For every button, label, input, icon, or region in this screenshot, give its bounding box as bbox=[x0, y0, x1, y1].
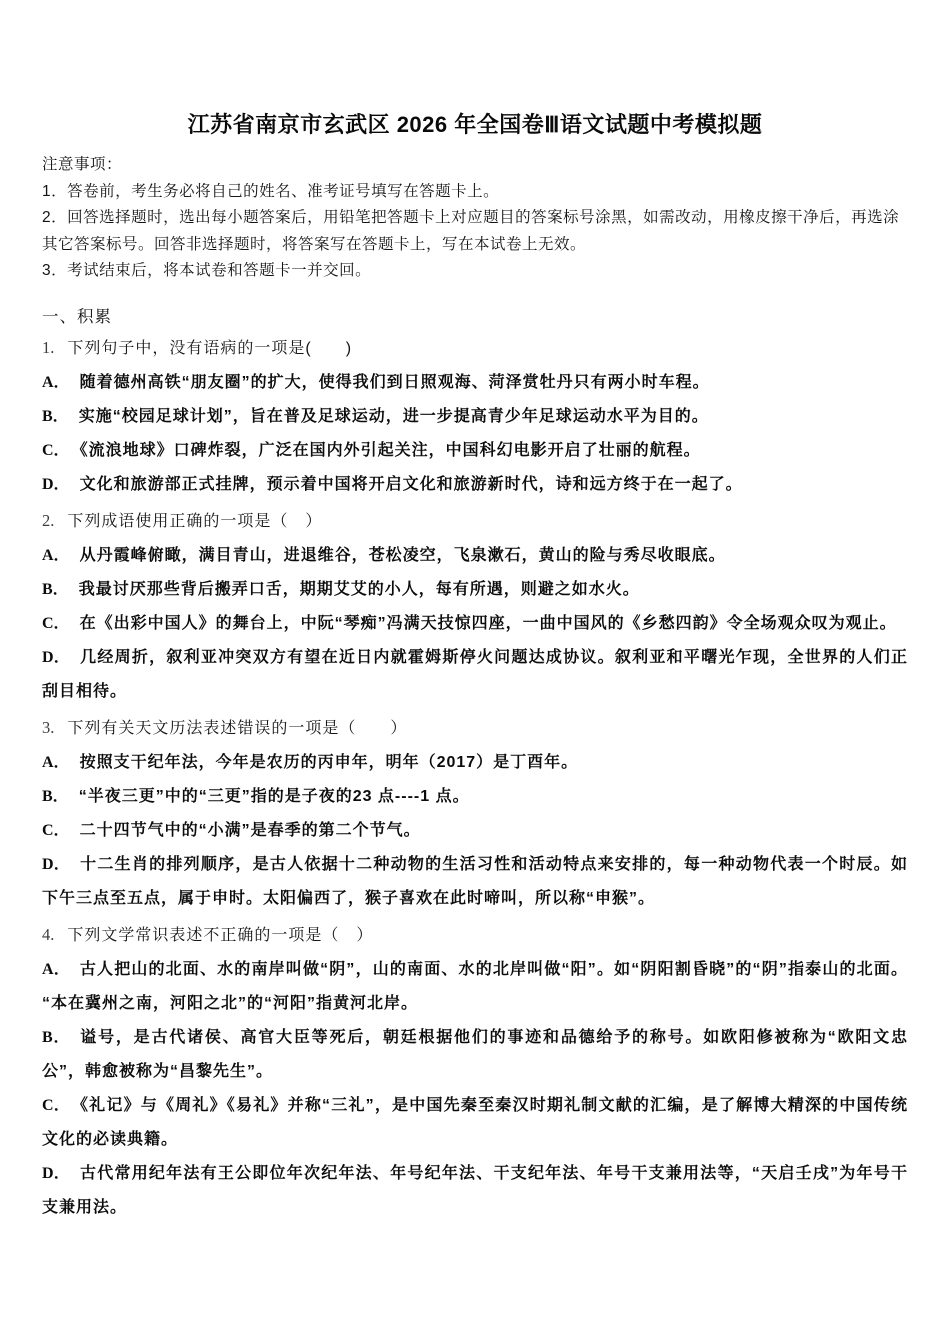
option-label: D． bbox=[42, 855, 71, 873]
option-row bbox=[42, 780, 908, 814]
option-row bbox=[42, 400, 908, 434]
option-row bbox=[42, 641, 908, 709]
option-text: 谥号，是古代诸侯、高官大臣等死后，朝廷根据他们的事迹和品德给予的称号。如欧阳修被称为“欧阳文忠公”，韩愈被称为“昌黎先生”。 bbox=[42, 1028, 908, 1080]
option-row bbox=[42, 434, 908, 468]
option-text: 古代常用纪年法有王公即位年次纪年法、年号纪年法、干支纪年法、年号干支兼用法等，“天启壬戌”为年号干支兼用法。 bbox=[42, 1164, 908, 1216]
option-row bbox=[42, 573, 908, 607]
option-label: C． bbox=[42, 614, 70, 632]
section-heading: 一、积累 bbox=[42, 307, 112, 326]
question-block bbox=[42, 711, 908, 916]
option-label: D． bbox=[42, 475, 70, 493]
question-stem-text: 下列成语使用正确的一项是（ ） bbox=[67, 512, 323, 530]
option-text: 《礼记》与《周礼》《易礼》并称“三礼”，是中国先秦至秦汉时期礼制文献的汇编，是了解博大精深的中国传统文化的必读典籍。 bbox=[42, 1096, 908, 1148]
page-title: 江苏省南京市玄武区 2026 年全国卷Ⅲ语文试题中考模拟题 bbox=[187, 112, 763, 137]
option-text: 我最讨厌那些背后搬弄口舌，期期艾艾的小人，每有所遇，则避之如水火。 bbox=[78, 580, 640, 598]
question-number: 1. bbox=[42, 337, 55, 357]
notice-item: 2．回答选择题时，选出每小题答案后，用铅笔把答题卡上对应题目的答案标号涂黑，如需改动，用橡皮擦干净后，再选涂其它答案标号。回答非选择题时，将答案写在答题卡上，写在本试卷上无效。 bbox=[42, 209, 900, 253]
question-stem bbox=[42, 918, 908, 953]
notice-item: 1．答卷前，考生务必将自己的姓名、准考证号填写在答题卡上。 bbox=[42, 182, 500, 200]
question-block bbox=[42, 918, 908, 1225]
option-text: “半夜三更”中的“三更”指的是子夜的23 点----1 点。 bbox=[78, 787, 470, 805]
option-row bbox=[42, 746, 908, 780]
option-text: 十二生肖的排列顺序，是古人依据十二种动物的生活习性和活动特点来安排的，每一种动物代表一个时辰。如下午三点至五点，属于申时。太阳偏西了，猴子喜欢在此时啼叫，所以称“申猴”。 bbox=[42, 855, 908, 907]
option-label: C． bbox=[42, 1096, 70, 1114]
option-row bbox=[42, 468, 908, 502]
option-label: B． bbox=[42, 1028, 71, 1046]
option-label: D． bbox=[42, 648, 71, 666]
question-block bbox=[42, 331, 908, 502]
notice-section bbox=[42, 152, 908, 285]
question-stem-text: 下列文学常识表述不正确的一项是（ ） bbox=[67, 926, 374, 944]
option-label: B． bbox=[42, 580, 69, 598]
option-row bbox=[42, 1089, 908, 1157]
option-text: 从丹霞峰俯瞰，满目青山，进退维谷，苍松凌空，飞泉漱石，黄山的险与秀尽收眼底。 bbox=[79, 546, 726, 564]
option-row bbox=[42, 814, 908, 848]
question-block bbox=[42, 504, 908, 709]
option-text: 二十四节气中的“小满”是春季的第二个节气。 bbox=[79, 821, 421, 839]
option-text: 几经周折，叙利亚冲突双方有望在近日内就霍姆斯停火问题达成协议。叙利亚和平曙光乍现，全世界的人们正刮目相待。 bbox=[42, 648, 908, 700]
option-label: B． bbox=[42, 787, 69, 805]
option-label: A． bbox=[42, 546, 70, 564]
option-text: 随着德州高铁“朋友圈”的扩大，使得我们到日照观海、菏泽赏牡丹只有两小时车程。 bbox=[79, 373, 710, 391]
notice-heading: 注意事项： bbox=[42, 156, 123, 173]
question-stem bbox=[42, 711, 908, 746]
option-text: 《流浪地球》口碑炸裂，广泛在国内外引起关注，中国科幻电影开启了壮丽的航程。 bbox=[79, 441, 701, 459]
option-text: 在《出彩中国人》的舞台上，中阮“琴痴”冯满天技惊四座，一曲中国风的《乡愁四韵》令全场观众叹为观止。 bbox=[79, 614, 897, 632]
question-stem bbox=[42, 331, 908, 366]
option-row bbox=[42, 607, 908, 641]
option-text: 文化和旅游部正式挂牌，预示着中国将开启文化和旅游新时代，诗和远方终于在一起了。 bbox=[79, 475, 743, 493]
option-label: B． bbox=[42, 407, 69, 425]
option-text: 古人把山的北面、水的南岸叫做“阴”，山的南面、水的北岸叫做“阳”。如“阴阳割昏晓”的“阴”指泰山的北面。“本在冀州之南，河阳之北”的“河阳”指黄河北岸。 bbox=[42, 960, 908, 1012]
option-row bbox=[42, 1157, 908, 1225]
option-label: A． bbox=[42, 753, 70, 771]
question-stem bbox=[42, 504, 908, 539]
option-label: D． bbox=[42, 1164, 71, 1182]
option-row bbox=[42, 953, 908, 1021]
option-label: A． bbox=[42, 960, 70, 978]
option-label: C． bbox=[42, 441, 70, 459]
notice-item: 3．考试结束后，将本试卷和答题卡一并交回。 bbox=[42, 262, 372, 279]
question-stem-text: 下列句子中，没有语病的一项是( ) bbox=[67, 339, 353, 357]
option-row bbox=[42, 539, 908, 573]
option-text: 实施“校园足球计划”，旨在普及足球运动，进一步提高青少年足球运动水平为目的。 bbox=[78, 407, 709, 425]
option-row bbox=[42, 1021, 908, 1089]
question-number: 4. bbox=[42, 924, 55, 944]
question-number: 2. bbox=[42, 510, 55, 530]
option-label: A． bbox=[42, 373, 70, 391]
option-row bbox=[42, 366, 908, 400]
option-label: C． bbox=[42, 821, 70, 839]
option-text: 按照支干纪年法，今年是农历的丙申年，明年（2017）是丁酉年。 bbox=[79, 753, 579, 771]
question-number: 3. bbox=[42, 717, 55, 737]
question-stem-text: 下列有关天文历法表述错误的一项是（ ） bbox=[67, 719, 408, 737]
option-row bbox=[42, 848, 908, 916]
